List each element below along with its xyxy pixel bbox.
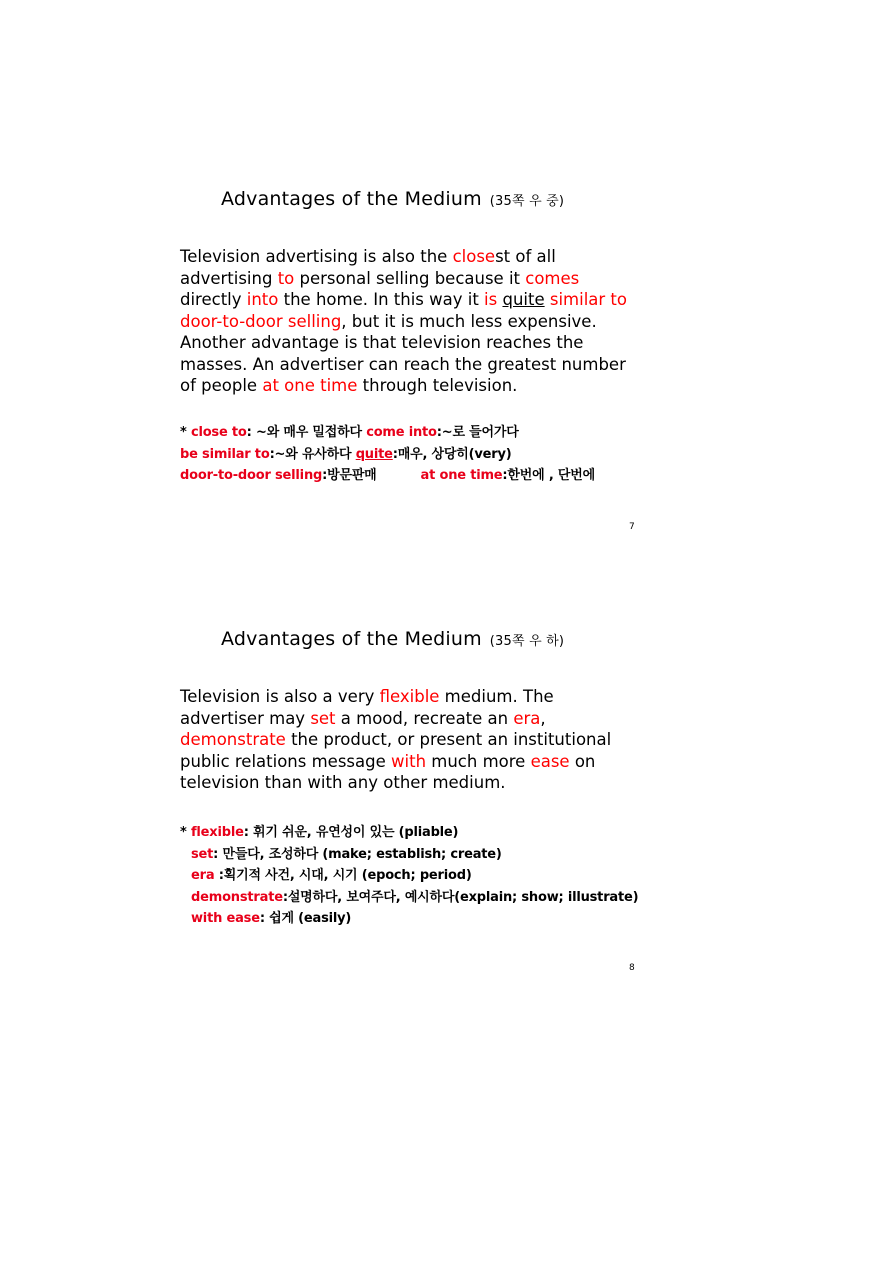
- text: a mood, recreate an: [335, 708, 514, 728]
- vocab-term: be similar to: [180, 446, 270, 462]
- text: ,: [540, 708, 546, 728]
- slide-8-paragraph: [180, 686, 640, 794]
- vocab-term: quite: [355, 446, 393, 462]
- vocab-line: [180, 444, 640, 466]
- title-text: Advantages of the Medium: [221, 628, 482, 650]
- vocab-line: [180, 465, 640, 487]
- text: through television.: [357, 376, 518, 395]
- page-number: 8: [629, 963, 635, 973]
- keyword: demonstrate: [180, 730, 286, 749]
- vocab-term: with ease: [191, 911, 260, 926]
- vocab-meaning: :~로 들어가다: [436, 425, 519, 440]
- slide-8-vocab-notes: [180, 822, 640, 930]
- slide-7-title: [221, 188, 564, 210]
- vocab-term: at one time: [420, 468, 503, 483]
- para-line: [180, 289, 640, 311]
- text: directly: [180, 290, 247, 309]
- text: , but it is much less expensive.: [341, 311, 597, 331]
- para-line: masses. An advertiser can reach the greatest number: [180, 354, 626, 374]
- vocab-line: [180, 844, 640, 866]
- vocab-meaning: :매우, 상당히(very): [392, 446, 512, 462]
- vocab-meaning: :획기적 사건, 시대, 시기 (epoch; period): [214, 868, 472, 883]
- para-line: [180, 311, 640, 333]
- para-line: Another advantage is that television reaches the: [180, 333, 584, 352]
- text: st of all: [495, 247, 556, 266]
- text: Television advertising is also the: [180, 247, 453, 266]
- bullet: *: [180, 425, 191, 440]
- vocab-meaning: :설명하다, 보여주다, 예시하다(explain; show; illustrate): [282, 889, 639, 905]
- text: the home. In this way it: [278, 290, 485, 309]
- slide-8-title: [221, 628, 564, 650]
- text: Television is also a very: [180, 687, 380, 706]
- keyword: set: [310, 708, 336, 728]
- keyword: into: [246, 290, 279, 309]
- keyword: with: [391, 751, 427, 771]
- vocab-line: [180, 822, 640, 844]
- keyword: similar to: [549, 290, 628, 309]
- vocab-term: set: [191, 846, 214, 862]
- keyword: door-to-door selling: [180, 311, 342, 331]
- para-line: [180, 729, 640, 751]
- vocab-meaning: :방문판매: [322, 468, 377, 483]
- vocab-line: [180, 422, 640, 444]
- para-line: [180, 686, 640, 708]
- text: much more: [426, 751, 531, 771]
- bullet: *: [180, 825, 191, 840]
- page-number: 7: [629, 522, 635, 532]
- para-line: [180, 708, 640, 730]
- vocab-term: close to: [190, 425, 247, 440]
- keyword: comes: [525, 268, 580, 288]
- para-line: [180, 375, 640, 397]
- text: personal selling because it: [294, 268, 526, 288]
- keyword: ease: [530, 751, 570, 771]
- vocab-meaning: : 휘기 쉬운, 유연성이 있는 (pliable): [243, 825, 459, 840]
- text: on: [569, 751, 596, 771]
- keyword: close: [452, 247, 496, 266]
- slide-7-vocab-notes: [180, 422, 640, 487]
- text: advertiser may: [180, 708, 311, 728]
- vocab-meaning: : 만들다, 조성하다 (make; establish; create): [213, 846, 502, 862]
- slide-7-paragraph: [180, 246, 640, 397]
- text: advertising: [180, 268, 278, 288]
- vocab-term: flexible: [190, 825, 244, 840]
- text: medium. The: [439, 687, 554, 706]
- vocab-term: door-to-door selling: [180, 468, 323, 483]
- vocab-line: [180, 865, 640, 887]
- title-text: Advantages of the Medium: [221, 188, 482, 210]
- vocab-meaning: :~와 유사하다: [269, 446, 356, 462]
- keyword: to: [277, 268, 295, 288]
- underlined-word: quite: [502, 290, 545, 309]
- vocab-meaning: : ~와 매우 밀접하다: [246, 425, 367, 440]
- vocab-term: come into: [366, 425, 437, 440]
- text: of people: [180, 376, 263, 395]
- vocab-meaning: : 쉽게 (easily): [259, 911, 352, 926]
- vocab-term: demonstrate: [191, 889, 283, 905]
- para-line: [180, 246, 640, 268]
- keyword: at one time: [262, 376, 358, 395]
- para-line: television than with any other medium.: [180, 773, 506, 792]
- keyword: flexible: [379, 687, 440, 706]
- title-page-ref: (35쪽 우 중): [489, 194, 565, 209]
- para-line: [180, 268, 640, 290]
- title-page-ref: (35쪽 우 하): [489, 634, 565, 649]
- text: the product, or present an institutional: [285, 730, 612, 749]
- vocab-line: [180, 908, 640, 930]
- keyword: era: [513, 708, 541, 728]
- vocab-term: era: [191, 868, 215, 883]
- vocab-meaning: :한번에 , 단번에: [502, 468, 595, 483]
- vocab-line: [180, 887, 640, 909]
- keyword: is: [484, 290, 498, 309]
- para-line: [180, 751, 640, 773]
- text: public relations message: [180, 751, 392, 771]
